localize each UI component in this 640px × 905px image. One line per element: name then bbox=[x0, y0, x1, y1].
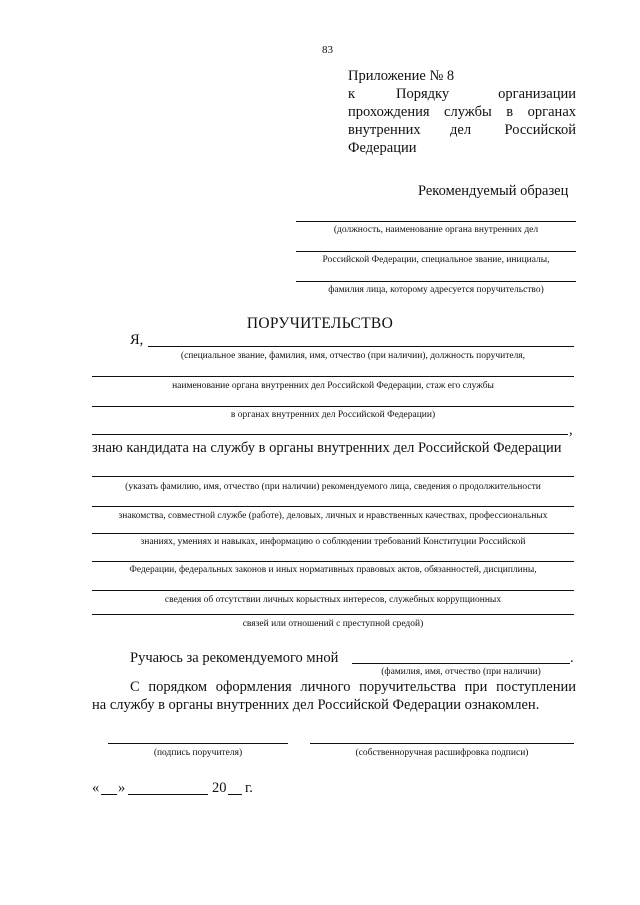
candidate-caption-5: сведения об отсутствии личных корыстных интересов, служебных коррупционных bbox=[164, 595, 502, 605]
guarantor-line-1 bbox=[148, 346, 574, 347]
date-year-line bbox=[228, 794, 242, 795]
candidate-line-3 bbox=[92, 533, 574, 534]
appendix-line-3: прохождения службы в органах bbox=[348, 104, 576, 120]
date-year-suffix: г. bbox=[245, 780, 253, 796]
vouch-text: Ручаюсь за рекомендуемого мной bbox=[130, 650, 339, 666]
candidate-caption-1: (указать фамилию, имя, отчество (при наличии) рекомендуемого лица, сведения о продолжительности bbox=[125, 482, 541, 492]
addressee-line-3 bbox=[296, 281, 576, 282]
decode-line bbox=[310, 743, 574, 744]
appendix-line-5: Федерации bbox=[348, 140, 417, 156]
guarantor-line-2 bbox=[92, 376, 574, 377]
guarantor-comma: , bbox=[569, 422, 573, 438]
guarantor-caption-3: в органах внутренних дел Российской Федерации) bbox=[230, 410, 436, 420]
candidate-line-6 bbox=[92, 614, 574, 615]
document-title: ПОРУЧИТЕЛЬСТВО bbox=[246, 315, 394, 332]
appendix-rossiyskoy: Российской bbox=[504, 122, 576, 138]
recommended-sample: Рекомендуемый образец bbox=[418, 183, 569, 199]
addressee-caption-2: Российской Федерации, специальное звание, инициалы, bbox=[322, 255, 550, 265]
appendix-vnutrennih: внутренних bbox=[348, 122, 421, 138]
candidate-caption-6: связей или отношений с преступной средой) bbox=[242, 619, 424, 629]
appendix-del: дел bbox=[450, 122, 472, 138]
guarantor-caption-1: (специальное звание, фамилия, имя, отчество (при наличии), должность поручителя, bbox=[180, 351, 526, 361]
candidate-caption-3: знаниях, умениях и навыках, информацию о соблюдении требований Конституции Российской bbox=[140, 537, 526, 547]
addressee-line-2 bbox=[296, 251, 576, 252]
appendix-poryadku: Порядку bbox=[396, 86, 450, 102]
date-close-quote: » bbox=[118, 780, 126, 796]
vouch-caption: (фамилия, имя, отчество (при наличии) bbox=[381, 667, 541, 677]
appendix-line-1: Приложение № 8 bbox=[348, 68, 455, 84]
signature-line bbox=[108, 743, 288, 744]
appendix-organizatsii: организации bbox=[498, 86, 576, 102]
addressee-line-1 bbox=[296, 221, 576, 222]
date-year-prefix: 20 bbox=[212, 780, 227, 796]
candidate-line-5 bbox=[92, 590, 574, 591]
decode-caption: (собственноручная расшифровка подписи) bbox=[355, 748, 529, 758]
guarantor-line-4 bbox=[92, 434, 568, 435]
appendix-k: к bbox=[348, 86, 356, 102]
date-open-quote: « bbox=[92, 780, 100, 796]
know-candidate-text: знаю кандидата на службу в органы внутренних дел Российской Федерации bbox=[92, 440, 562, 456]
ya-label: Я, bbox=[130, 332, 144, 348]
addressee-caption-1: (должность, наименование органа внутренних дел bbox=[333, 225, 539, 235]
vouch-period: . bbox=[570, 650, 574, 666]
vouch-line bbox=[352, 663, 570, 664]
signature-caption: (подпись поручителя) bbox=[153, 748, 243, 758]
candidate-line-1 bbox=[92, 476, 574, 477]
candidate-caption-4: Федерации, федеральных законов и иных нормативных правовых актов, обязанностей, дисциплины, bbox=[129, 565, 537, 575]
addressee-caption-3: фамилия лица, которому адресуется поручительство) bbox=[328, 285, 544, 295]
guarantor-caption-2: наименование органа внутренних дел Российской Федерации, стаж его службы bbox=[172, 381, 494, 391]
date-day-line bbox=[101, 794, 117, 795]
candidate-line-2 bbox=[92, 506, 574, 507]
guarantor-line-3 bbox=[92, 406, 574, 407]
date-month-line bbox=[128, 794, 208, 795]
acquainted-line-1: С порядком оформления личного поручительства при поступлении bbox=[130, 679, 576, 695]
acquainted-line-2: на службу в органы внутренних дел Российской Федерации ознакомлен. bbox=[92, 697, 540, 713]
candidate-line-4 bbox=[92, 561, 574, 562]
appendix-line-4 bbox=[348, 122, 576, 140]
candidate-caption-2: знакомства, совместной службе (работе), деловых, личных и нравственных качествах, профессиональных bbox=[118, 511, 548, 521]
page-number: 83 bbox=[322, 44, 333, 56]
